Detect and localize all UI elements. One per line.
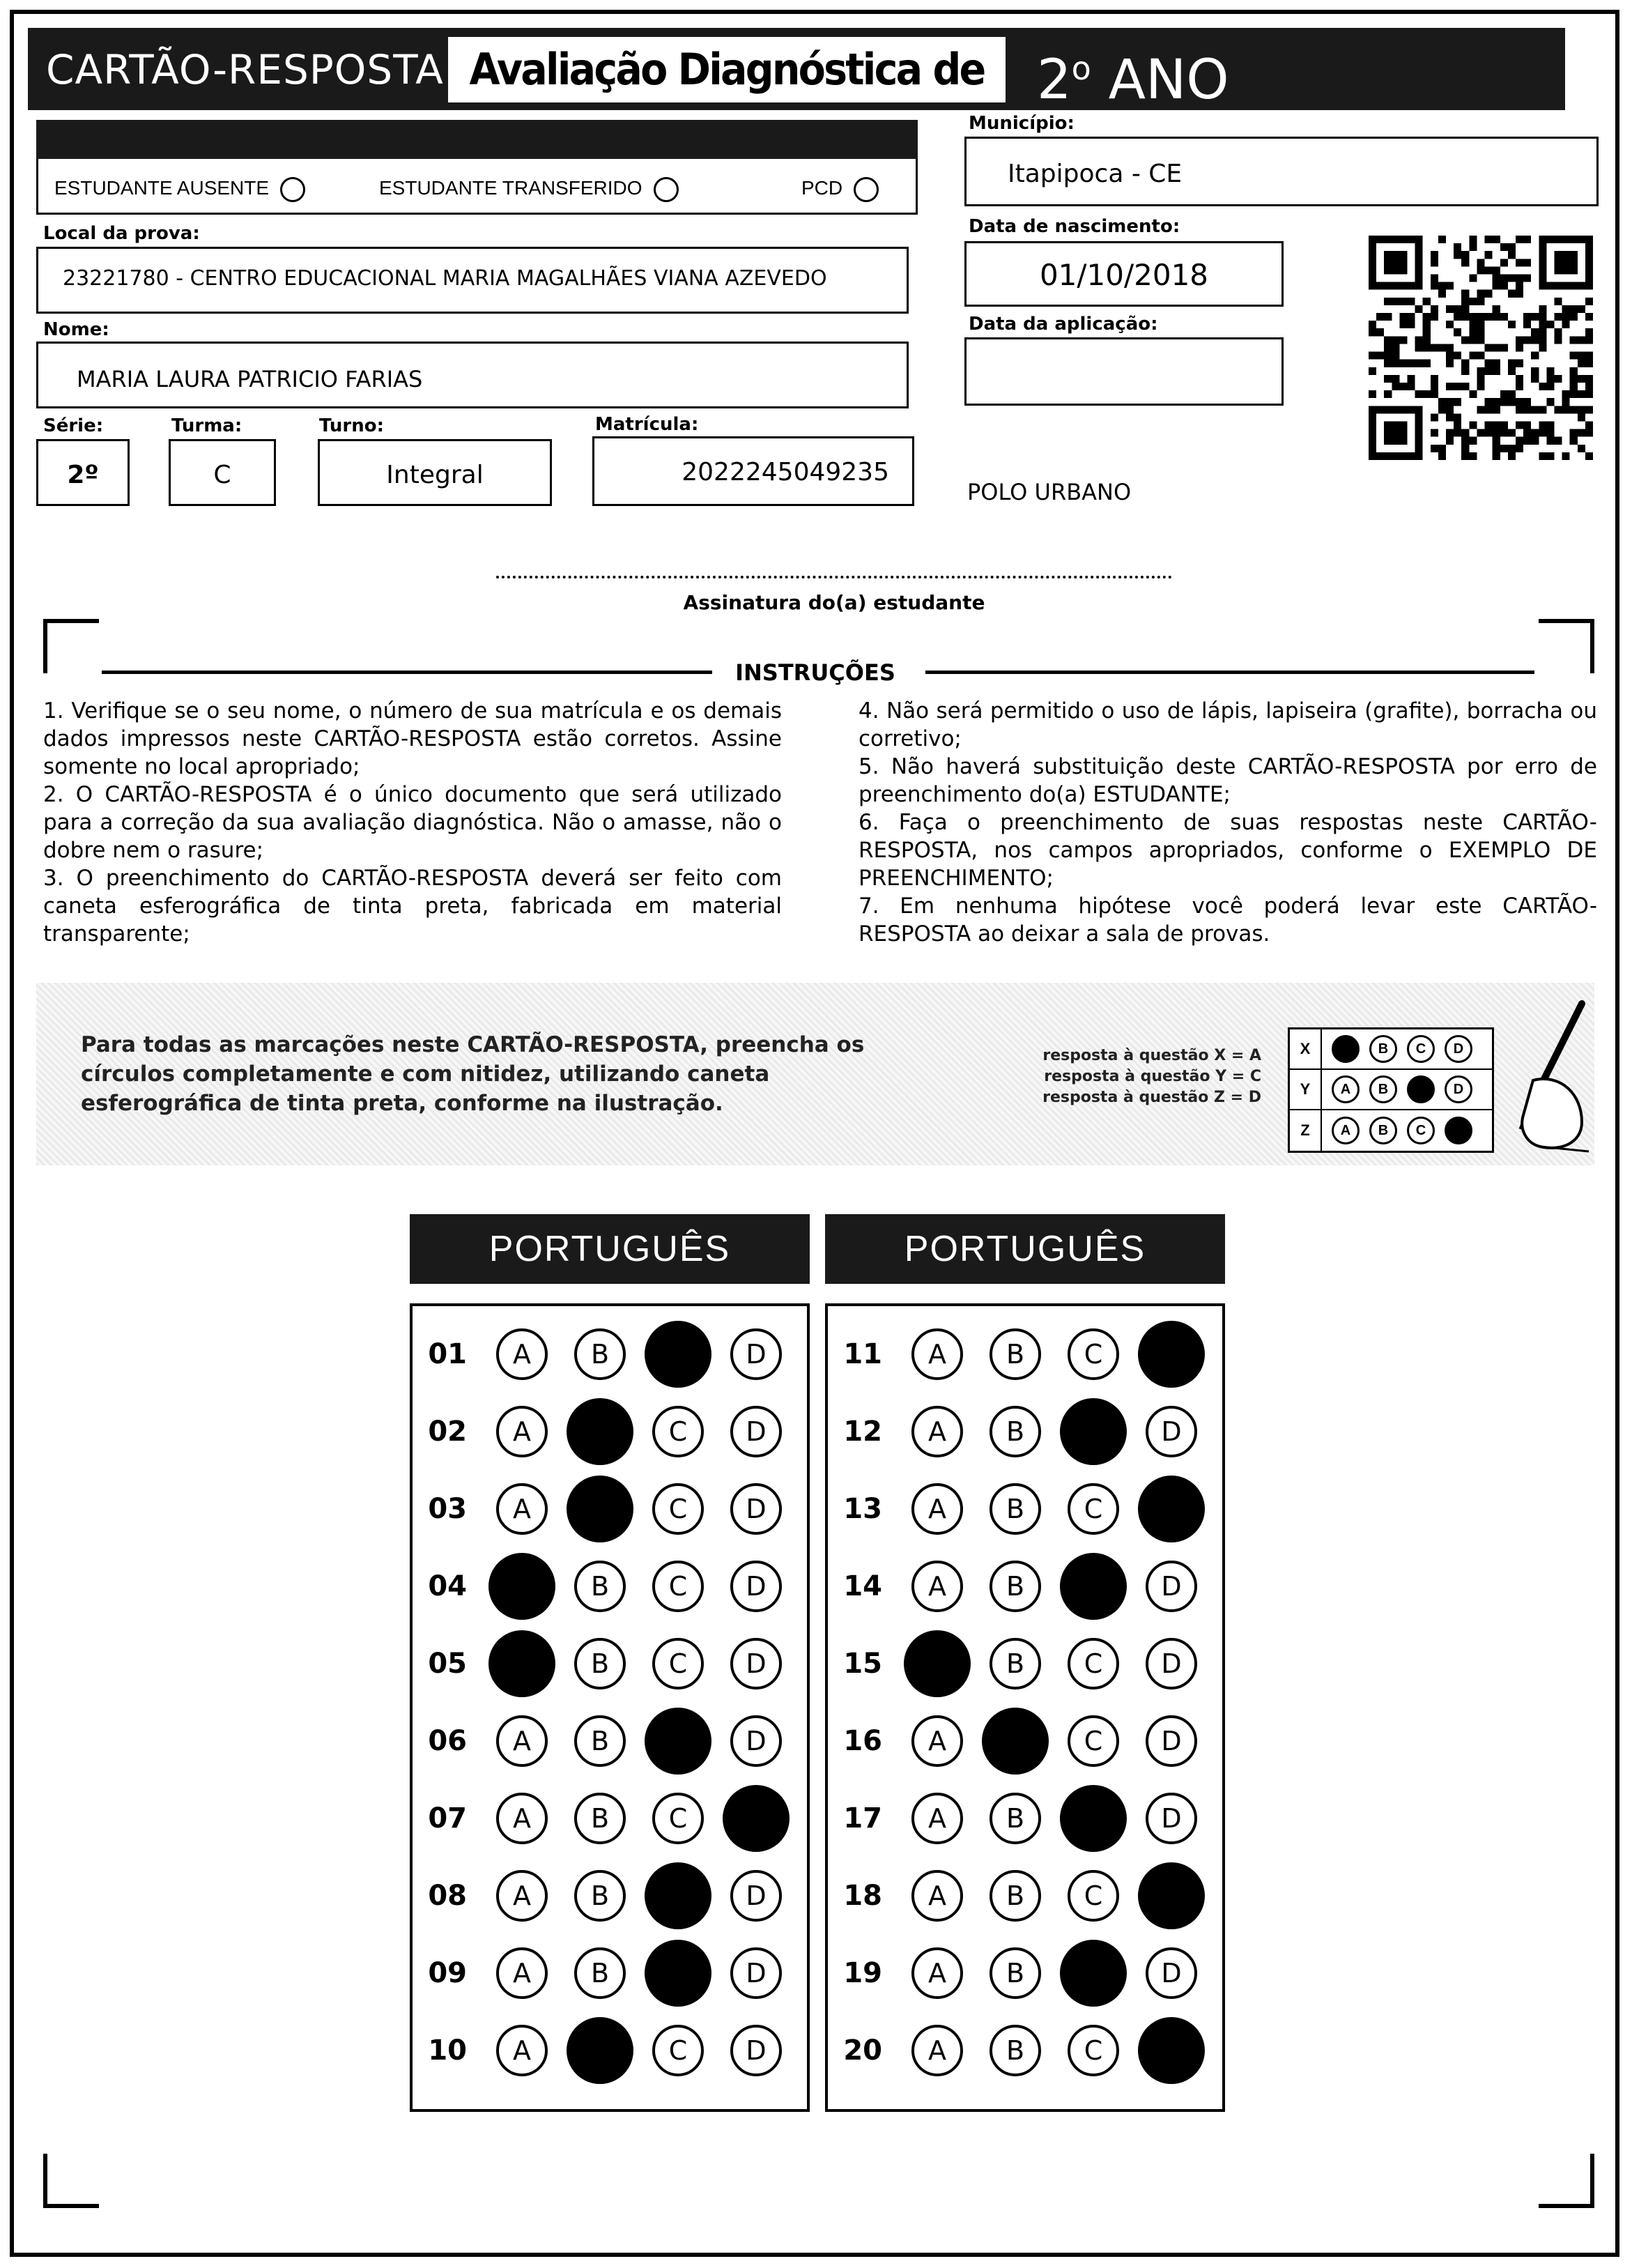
- example-bubble-c: C: [1407, 1117, 1435, 1144]
- absent-option[interactable]: [54, 174, 305, 202]
- question-number: 06: [428, 1725, 467, 1757]
- name-value: MARIA LAURA PATRICIO FARIAS: [77, 366, 423, 392]
- answer-bubble-d[interactable]: D: [1138, 1321, 1205, 1388]
- answer-bubble-c[interactable]: C: [652, 1638, 704, 1689]
- answer-bubble-c[interactable]: C: [1060, 1785, 1127, 1852]
- answer-bubble-c[interactable]: C: [652, 2025, 704, 2076]
- answer-bubble-d[interactable]: D: [1146, 1793, 1197, 1844]
- example-question-label: Z: [1290, 1110, 1322, 1151]
- example-row: [1290, 1070, 1492, 1110]
- answer-bubble-a[interactable]: A: [496, 1947, 548, 1999]
- question-number: 09: [428, 1957, 467, 1989]
- answer-row: [828, 1478, 1197, 1540]
- grade-number: 2: [1037, 49, 1072, 112]
- answer-bubble-b[interactable]: B: [990, 1483, 1041, 1535]
- answer-bubble-d[interactable]: D: [730, 1483, 782, 1535]
- legend-line-z: resposta à questão Z = D: [1042, 1089, 1261, 1106]
- pcd-radio[interactable]: [854, 177, 879, 202]
- answer-row: [413, 1942, 782, 2005]
- answer-bubble-a[interactable]: A: [911, 1793, 963, 1844]
- answer-row: [828, 1710, 1197, 1772]
- grade-value: 2º: [67, 461, 99, 489]
- fill-example-grid: [1288, 1027, 1494, 1153]
- instruction-3: 3. O preenchimento do CARTÃO-RESPOSTA deverá ser feito com caneta esferográfica de tinta preta, fabricada em material transparente;: [43, 866, 782, 947]
- answer-bubble-c[interactable]: C: [1068, 1483, 1119, 1535]
- answer-bubble-d[interactable]: D: [730, 1947, 782, 1999]
- instructions-rule-right: [925, 671, 1534, 674]
- answer-bubble-c[interactable]: C: [652, 1561, 704, 1612]
- answer-bubble-c[interactable]: C: [1068, 1870, 1119, 1922]
- example-bubble-b: B: [1369, 1035, 1397, 1063]
- instruction-5: 5. Não haverá substituição deste CARTÃO-RESPOSTA por erro de preenchimento do(a) ESTUDANTE;: [859, 754, 1597, 807]
- section-header-1: PORTUGUÊS: [410, 1214, 810, 1284]
- answer-bubble-d[interactable]: D: [1146, 1638, 1197, 1689]
- qr-code-icon: [1369, 236, 1593, 460]
- transferred-option[interactable]: [379, 174, 679, 202]
- answer-bubble-a[interactable]: A: [496, 1793, 548, 1844]
- answer-row: [413, 1478, 782, 1540]
- legend-line-y: resposta à questão Y = C: [1044, 1068, 1261, 1085]
- instruction-2: 2. O CARTÃO-RESPOSTA é o único documento que será utilizado para a correção da sua avaliação diagnóstica. Não o amasse, não o dobre nem o rasure;: [43, 782, 782, 863]
- answer-bubble-c[interactable]: C: [652, 1793, 704, 1844]
- fill-example-text: Para todas as marcações neste CARTÃO-RESPOSTA, preencha os círculos completamente e com nitidez, utilizando caneta esferográfica de tinta preta, conforme na ilustração.: [81, 1032, 865, 1116]
- answer-row: [413, 1632, 782, 1695]
- answer-bubble-b[interactable]: B: [574, 1947, 626, 1999]
- question-number: 07: [428, 1802, 467, 1834]
- answer-bubble-b[interactable]: B: [990, 1793, 1041, 1844]
- answer-bubble-a[interactable]: A: [911, 1870, 963, 1922]
- answer-bubble-c[interactable]: C: [645, 1940, 711, 2007]
- answer-bubble-b[interactable]: B: [574, 1715, 626, 1767]
- absent-label: ESTUDANTE AUSENTE: [54, 177, 270, 199]
- example-row: [1290, 1029, 1492, 1070]
- example-bubble-d: D: [1445, 1035, 1472, 1063]
- answer-bubble-d[interactable]: D: [1138, 1476, 1205, 1542]
- question-number: 03: [428, 1493, 467, 1525]
- grade-title: [1037, 33, 1229, 112]
- answer-bubble-b[interactable]: B: [990, 1947, 1041, 1999]
- exam-site-label: Local da prova:: [43, 223, 200, 244]
- city-label: Município:: [969, 113, 1075, 134]
- answer-bubble-b[interactable]: B: [574, 1638, 626, 1689]
- corner-mark-bottom-left: [43, 2154, 99, 2208]
- corner-mark-bottom-right: [1539, 2154, 1594, 2208]
- answer-row: [413, 1787, 782, 1850]
- instruction-7: 7. Em nenhuma hipótese você poderá levar este CARTÃO-RESPOSTA ao deixar a sala de provas.: [859, 894, 1597, 947]
- transferred-label: ESTUDANTE TRANSFERIDO: [379, 177, 642, 199]
- shift-value: Integral: [386, 461, 484, 489]
- answer-bubble-a[interactable]: A: [488, 1630, 555, 1697]
- answer-bubble-b[interactable]: B: [990, 2025, 1041, 2076]
- class-label: Turma:: [171, 415, 243, 436]
- example-bubble-a: A: [1332, 1117, 1360, 1144]
- example-question-label: X: [1290, 1029, 1322, 1069]
- answer-bubble-d[interactable]: D: [730, 1561, 782, 1612]
- answer-bubble-a[interactable]: A: [911, 1561, 963, 1612]
- answer-bubble-a[interactable]: A: [496, 1870, 548, 1922]
- absent-radio[interactable]: [280, 177, 305, 202]
- grade-label: Série:: [43, 415, 104, 436]
- answer-bubble-d[interactable]: D: [1138, 2017, 1205, 2084]
- answer-bubble-c[interactable]: C: [1068, 1328, 1119, 1380]
- answer-bubble-c[interactable]: C: [1068, 1715, 1119, 1767]
- application-field[interactable]: [964, 337, 1284, 406]
- answer-row: [413, 1323, 782, 1386]
- answer-bubble-b[interactable]: B: [990, 1406, 1041, 1457]
- question-number: 17: [843, 1802, 882, 1834]
- legend-line-x: resposta à questão X = A: [1042, 1047, 1261, 1064]
- instruction-4: 4. Não será permitido o uso de lápis, lapiseira (grafite), borracha ou corretivo;: [859, 698, 1597, 751]
- answer-bubble-d[interactable]: D: [1146, 1715, 1197, 1767]
- answer-bubble-b[interactable]: B: [574, 1793, 626, 1844]
- question-number: 16: [843, 1725, 882, 1757]
- question-number: 15: [843, 1648, 882, 1680]
- answer-bubble-b[interactable]: B: [567, 1476, 633, 1542]
- answer-row: [828, 1323, 1197, 1386]
- answer-bubble-a[interactable]: A: [904, 1630, 971, 1697]
- instructions-right-column: [859, 697, 1597, 948]
- pcd-label: PCD: [801, 177, 843, 199]
- pcd-option[interactable]: [801, 174, 879, 202]
- answer-bubble-a[interactable]: A: [496, 1715, 548, 1767]
- answer-bubble-c[interactable]: C: [645, 1862, 711, 1929]
- answer-bubble-c[interactable]: C: [645, 1321, 711, 1388]
- birth-value: 01/10/2018: [1039, 258, 1209, 292]
- application-label: Data da aplicação:: [969, 314, 1158, 335]
- answer-bubble-c[interactable]: C: [1060, 1553, 1127, 1620]
- question-number: 18: [843, 1880, 882, 1912]
- answer-bubble-a[interactable]: A: [911, 1947, 963, 1999]
- instruction-6: 6. Faça o preenchimento de suas respostas neste CARTÃO-RESPOSTA, nos campos apropriados, conforme o EXEMPLO DE PREENCHIMENTO;: [859, 810, 1597, 891]
- grade-word: ANO: [1091, 49, 1229, 112]
- answer-grid-2: [825, 1303, 1225, 2112]
- answer-bubble-b[interactable]: B: [990, 1870, 1041, 1922]
- signature-label: Assinatura do(a) estudante: [683, 591, 985, 614]
- answer-bubble-c[interactable]: C: [1060, 1398, 1127, 1465]
- instructions-rule-left: [102, 671, 712, 674]
- question-number: 02: [428, 1416, 467, 1448]
- answer-bubble-b[interactable]: B: [574, 1561, 626, 1612]
- example-bubble-d: D: [1445, 1117, 1472, 1144]
- example-bubble-b: B: [1369, 1117, 1397, 1144]
- answer-bubble-a[interactable]: A: [911, 1406, 963, 1457]
- example-bubble-a: A: [1332, 1035, 1360, 1063]
- answer-row: [828, 1400, 1197, 1463]
- answer-bubble-c[interactable]: C: [1068, 2025, 1119, 2076]
- answer-bubble-d[interactable]: D: [730, 1638, 782, 1689]
- answer-bubble-a[interactable]: A: [911, 1328, 963, 1380]
- question-number: 01: [428, 1338, 467, 1370]
- answer-bubble-b[interactable]: B: [990, 1561, 1041, 1612]
- section-header-2: PORTUGUÊS: [825, 1214, 1225, 1284]
- answer-row: [413, 2019, 782, 2082]
- grade-ordinal: o: [1071, 49, 1091, 87]
- answer-bubble-d[interactable]: D: [730, 1328, 782, 1380]
- answer-row: [828, 1864, 1197, 1927]
- answer-bubble-d[interactable]: D: [730, 1715, 782, 1767]
- answer-bubble-d[interactable]: D: [1146, 1406, 1197, 1457]
- answer-grid-1: [410, 1303, 810, 2112]
- question-number: 08: [428, 1880, 467, 1912]
- exam-site-value: 23221780 - CENTRO EDUCACIONAL MARIA MAGALHÃES VIANA AZEVEDO: [63, 266, 827, 291]
- answer-bubble-a[interactable]: A: [496, 1328, 548, 1380]
- question-number: 11: [843, 1338, 882, 1370]
- signature-line[interactable]: [496, 576, 1172, 579]
- answer-row: [413, 1400, 782, 1463]
- status-strip-text: [36, 120, 918, 159]
- name-label: Nome:: [43, 319, 109, 340]
- question-number: 13: [843, 1493, 882, 1525]
- answer-bubble-d[interactable]: D: [723, 1785, 790, 1852]
- zone-label: POLO URBANO: [967, 479, 1132, 505]
- answer-bubble-c[interactable]: C: [652, 1483, 704, 1535]
- answer-bubble-b[interactable]: B: [567, 1398, 633, 1465]
- city-value: Itapipoca - CE: [1008, 160, 1183, 188]
- question-number: 05: [428, 1648, 467, 1680]
- answer-bubble-d[interactable]: D: [1138, 1862, 1205, 1929]
- answer-bubble-b[interactable]: B: [990, 1328, 1041, 1380]
- example-question-label: Y: [1290, 1069, 1322, 1110]
- answer-bubble-b[interactable]: B: [567, 2017, 633, 2084]
- registration-label: Matrícula:: [595, 414, 699, 435]
- card-title: CARTÃO-RESPOSTA: [46, 46, 444, 93]
- question-number: 10: [428, 2035, 467, 2067]
- question-number: 14: [843, 1570, 882, 1602]
- answer-bubble-b[interactable]: B: [574, 1870, 626, 1922]
- corner-mark-top-left: [43, 619, 99, 673]
- answer-row: [413, 1864, 782, 1927]
- question-number: 19: [843, 1957, 882, 1989]
- answer-bubble-a[interactable]: A: [911, 2025, 963, 2076]
- answer-bubble-a[interactable]: A: [496, 1406, 548, 1457]
- answer-bubble-c[interactable]: C: [1060, 1940, 1127, 2007]
- example-bubble-d: D: [1445, 1075, 1472, 1103]
- example-bubble-b: B: [1369, 1075, 1397, 1103]
- question-number: 12: [843, 1416, 882, 1448]
- answer-bubble-c[interactable]: C: [1068, 1638, 1119, 1689]
- answer-bubble-d[interactable]: D: [1146, 1947, 1197, 1999]
- answer-bubble-d[interactable]: D: [730, 1870, 782, 1922]
- answer-bubble-d[interactable]: D: [1146, 1561, 1197, 1612]
- answer-bubble-a[interactable]: A: [496, 2025, 548, 2076]
- answer-row: [828, 1632, 1197, 1695]
- answer-bubble-b[interactable]: B: [990, 1638, 1041, 1689]
- answer-bubble-a[interactable]: A: [488, 1553, 555, 1620]
- shift-label: Turno:: [319, 415, 384, 436]
- answer-row: [828, 1942, 1197, 2005]
- corner-mark-top-right: [1539, 619, 1594, 673]
- answer-bubble-d[interactable]: D: [730, 1406, 782, 1457]
- instruction-1: 1. Verifique se o seu nome, o número de sua matrícula e os demais dados impressos neste CARTÃO-RESPOSTA estão corretos. Assine somente no local apropriado;: [43, 698, 782, 779]
- answer-row: [828, 1787, 1197, 1850]
- example-bubble-a: A: [1332, 1075, 1360, 1103]
- class-value: C: [213, 461, 231, 489]
- answer-row: [413, 1555, 782, 1618]
- exam-title: Avaliação Diagnóstica de: [469, 44, 985, 95]
- answer-row: [828, 2019, 1197, 2082]
- birth-label: Data de nascimento:: [969, 216, 1180, 237]
- pen-hand-icon: [1484, 997, 1589, 1157]
- answer-bubble-c[interactable]: C: [645, 1708, 711, 1775]
- answer-row: [413, 1710, 782, 1772]
- transferred-radio[interactable]: [654, 177, 679, 202]
- example-bubble-c: C: [1407, 1075, 1435, 1103]
- example-row: [1290, 1110, 1492, 1151]
- answer-bubble-d[interactable]: D: [730, 2025, 782, 2076]
- answer-bubble-a[interactable]: A: [496, 1483, 548, 1535]
- answer-bubble-c[interactable]: C: [652, 1406, 704, 1457]
- registration-value: 2022245049235: [682, 458, 889, 486]
- question-number: 20: [843, 2035, 882, 2067]
- fill-example-legend: [1003, 1045, 1261, 1108]
- example-bubble-c: C: [1407, 1035, 1435, 1063]
- instructions-left-column: [43, 697, 782, 948]
- answer-bubble-a[interactable]: A: [911, 1483, 963, 1535]
- answer-bubble-b[interactable]: B: [574, 1328, 626, 1380]
- answer-bubble-b[interactable]: B: [982, 1708, 1049, 1775]
- answer-bubble-a[interactable]: A: [911, 1715, 963, 1767]
- question-number: 04: [428, 1570, 467, 1602]
- instructions-title: INSTRUÇÕES: [725, 659, 906, 686]
- answer-row: [828, 1555, 1197, 1618]
